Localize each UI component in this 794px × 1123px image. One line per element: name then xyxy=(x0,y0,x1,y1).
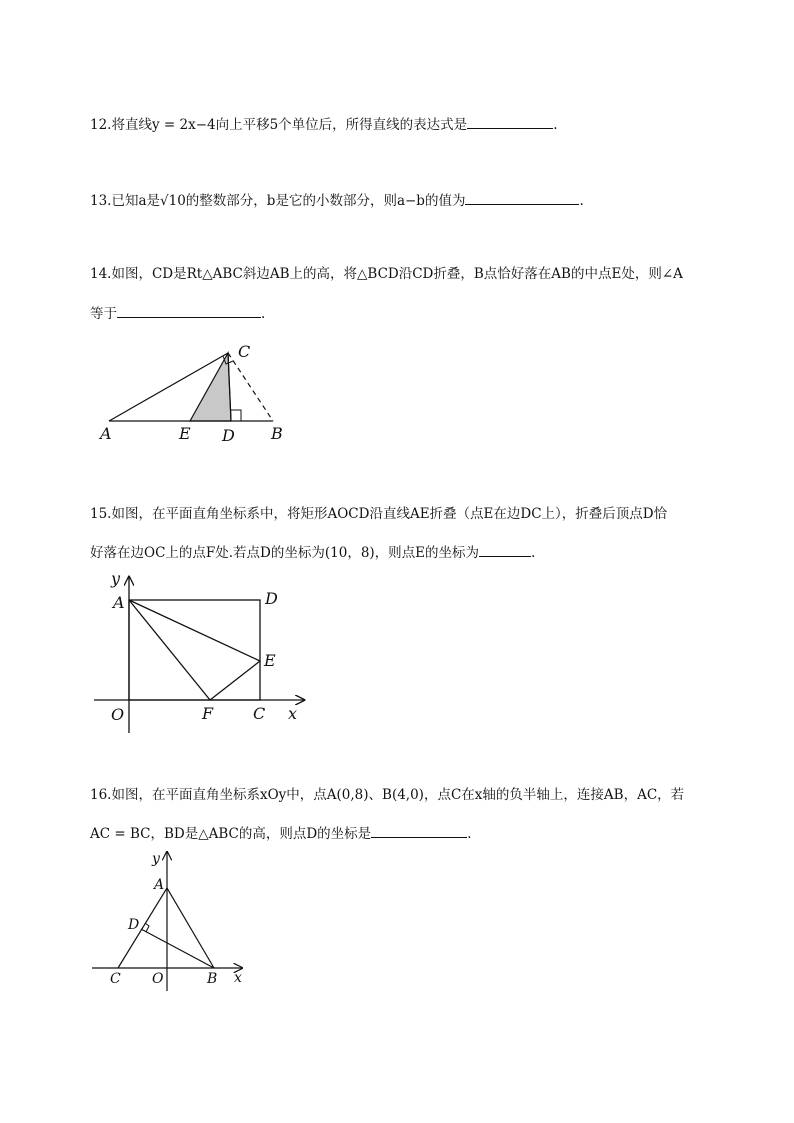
question-16-period: . xyxy=(467,826,472,842)
label-d: D xyxy=(128,917,140,933)
answer-blank-16[interactable] xyxy=(371,823,467,838)
right-angle-d xyxy=(145,923,149,932)
label-y: y xyxy=(152,851,160,867)
label-c: C xyxy=(238,342,251,361)
figure-14 xyxy=(95,340,305,450)
label-a: A xyxy=(154,877,165,893)
question-12 xyxy=(90,114,557,134)
label-a: A xyxy=(113,593,125,612)
figure-16 xyxy=(88,848,258,993)
question-16-line-1: 16.如图，在平面直角坐标系xOy中，点A(0,8)、B(4,0)，点C在x轴的负半轴上，连接AB，AC，若 xyxy=(90,787,685,803)
answer-blank-13[interactable] xyxy=(465,190,579,205)
label-x: x xyxy=(288,704,298,723)
question-15-line-1: 15.如图，在平面直角坐标系中，将矩形AOCD沿直线AE折叠（点E在边DC上），折叠后顶点D恰 xyxy=(90,506,668,522)
label-d: D xyxy=(222,426,235,445)
question-15-line-2 xyxy=(90,542,535,562)
question-16-line-2 xyxy=(90,823,471,843)
figure-15 xyxy=(90,565,310,735)
label-x: x xyxy=(234,970,242,986)
question-13 xyxy=(90,190,584,210)
question-15-text: 好落在边OC上的点F处.若点D的坐标为(10，8)，则点E的坐标为 xyxy=(90,545,480,561)
label-a: A xyxy=(100,424,112,443)
label-c: C xyxy=(110,971,121,987)
segment-ca xyxy=(118,888,167,968)
label-b: B xyxy=(271,424,283,443)
rectangle-aocd xyxy=(129,600,260,700)
question-14-period: . xyxy=(261,306,266,322)
right-angle-d xyxy=(231,410,241,421)
label-d: D xyxy=(265,589,278,608)
question-13-period: . xyxy=(579,193,584,209)
label-c: C xyxy=(253,704,266,723)
question-16-text: AC = BC，BD是△ABC的高，则点D的坐标是 xyxy=(90,826,372,842)
segment-cb-dashed xyxy=(228,353,273,421)
label-y: y xyxy=(111,569,121,588)
label-f: F xyxy=(202,704,214,723)
question-12-period: . xyxy=(553,117,558,133)
answer-blank-15[interactable] xyxy=(479,542,531,557)
segment-af xyxy=(129,600,210,700)
segment-fe xyxy=(210,661,260,700)
question-14-line-2 xyxy=(90,303,265,323)
question-14-line-1: 14.如图，CD是Rt△ABC斜边AB上的高，将△BCD沿CD折叠，B点恰好落在AB的中点E处，则∠A xyxy=(90,266,683,282)
question-12-text: 12.将直线y = 2x−4向上平移5个单位后，所得直线的表达式是 xyxy=(90,117,468,133)
label-o: O xyxy=(111,705,125,724)
question-14-text: 等于 xyxy=(90,306,117,322)
label-e: E xyxy=(179,424,191,443)
question-13-text: 13.已知a是√10的整数部分，b是它的小数部分，则a−b的值为 xyxy=(90,193,466,209)
label-e: E xyxy=(264,651,276,670)
answer-blank-12[interactable] xyxy=(467,114,553,129)
segment-ae xyxy=(129,600,260,661)
question-15-period: . xyxy=(531,545,536,561)
answer-blank-14[interactable] xyxy=(117,303,261,318)
label-o: O xyxy=(152,971,164,987)
label-b: B xyxy=(207,971,218,987)
